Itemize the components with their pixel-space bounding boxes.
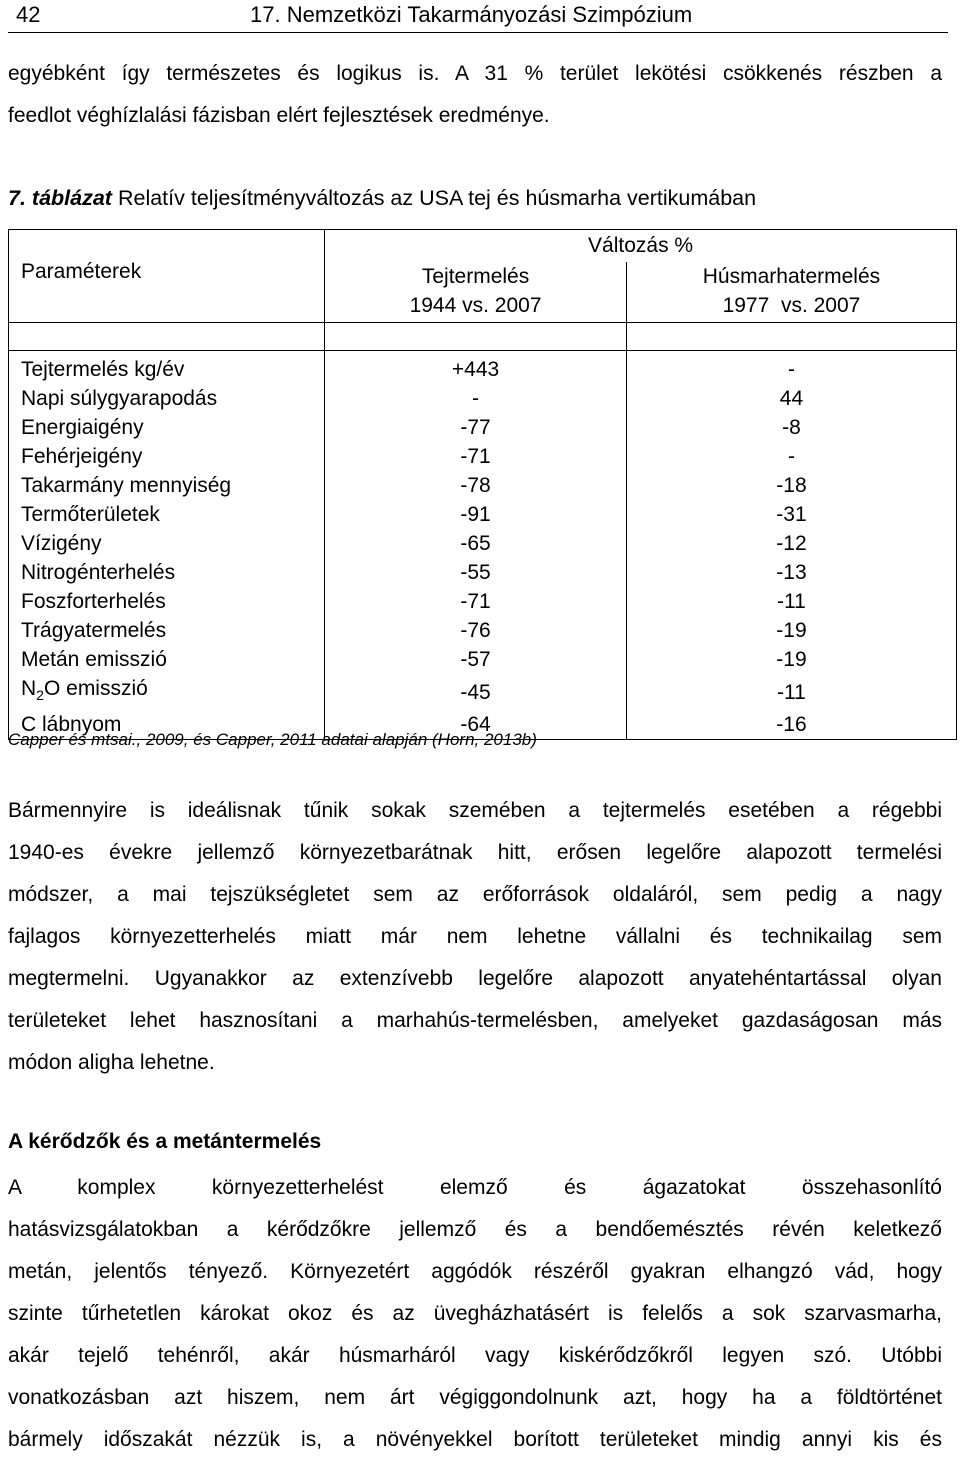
text-line: fajlagos környezetterhelés miatt már nem lehetne vállalni és technikailag sem — [8, 925, 942, 948]
text-line: A komplex környezetterhelést elemző és ágazatokat összehasonlító — [8, 1176, 942, 1199]
row-beef-value: -19 — [626, 645, 956, 674]
text-line: megtermelni. Ugyanakkor az extenzívebb legelőre alapozott anyatehéntartással olyan — [8, 967, 942, 990]
row-param: Tejtermelés kg/év — [9, 351, 325, 385]
running-title: 17. Nemzetközi Takarmányozási Szimpózium — [250, 2, 693, 27]
row-param: Foszforterhelés — [9, 587, 325, 616]
row-beef-value: -11 — [626, 674, 956, 710]
row-dairy-value: -57 — [325, 645, 627, 674]
row-param: Fehérjeigény — [9, 442, 325, 471]
row-beef-value: -8 — [626, 413, 956, 442]
section-heading: A kérődzők és a metántermelés — [8, 1130, 322, 1153]
paragraph-1 — [8, 790, 942, 1084]
text-line: szinte tűrhetetlen károkat okoz és az üvegházhatásért is felelős a sok szarvasmarha, — [8, 1302, 942, 1325]
row-param: Trágyatermelés — [9, 616, 325, 645]
table-row — [9, 674, 957, 710]
row-beef-value: -19 — [626, 616, 956, 645]
col-header-dairy — [325, 262, 627, 323]
row-param: Takarmány mennyiség — [9, 471, 325, 500]
text-line: akár tejelő tehénről, akár húsmarháról vagy kiskérődzőkről legyen szó. Utóbbi — [8, 1344, 942, 1367]
row-dairy-value: -45 — [325, 674, 627, 710]
text-line: feedlot véghízlalási fázisban elért fejlesztések eredménye. — [8, 104, 550, 127]
col-header-beef — [626, 262, 956, 323]
table-row — [9, 558, 957, 587]
source-rest: , 2009, és Capper, 2011 adatai alapján (Horn, 2013b) — [136, 730, 537, 749]
row-dairy-value: -77 — [325, 413, 627, 442]
n2o-subscript: 2 — [36, 687, 44, 704]
table-row — [9, 500, 957, 529]
row-beef-value: -18 — [626, 471, 956, 500]
table-row — [9, 413, 957, 442]
table-row — [9, 616, 957, 645]
text-line: hatásvizsgálatokban a kérődzőkre jellemző és a bendőemésztés révén keletkező — [8, 1218, 942, 1241]
row-dairy-value: +443 — [325, 351, 627, 385]
text-line: Bármennyire is ideálisnak tűnik sokak szemében a tejtermelés esetében a régebbi — [8, 799, 942, 822]
row-param: Nitrogénterhelés — [9, 558, 325, 587]
running-header — [8, 0, 948, 33]
row-beef-value: 44 — [626, 384, 956, 413]
table-source — [8, 730, 537, 750]
table-row — [9, 645, 957, 674]
table-row — [9, 587, 957, 616]
row-param: Termőterületek — [9, 500, 325, 529]
table-row — [9, 471, 957, 500]
source-authors: Capper és mtsai. — [8, 730, 137, 749]
row-dairy-value: -55 — [325, 558, 627, 587]
row-dairy-value: -64 — [325, 710, 627, 740]
text-line: vonatkozásban azt hiszem, nem árt végiggondolnunk azt, hogy ha a földtörténet — [8, 1386, 942, 1409]
row-beef-value: - — [626, 351, 956, 385]
row-beef-value: -31 — [626, 500, 956, 529]
caption-text: Relatív teljesítményváltozás az USA tej és húsmarha vertikumában — [117, 186, 757, 210]
table-row — [9, 529, 957, 558]
beef-header-period: 1977 vs. 2007 — [722, 294, 861, 317]
row-dairy-value: -65 — [325, 529, 627, 558]
dairy-header-period: 1944 vs. 2007 — [409, 294, 542, 317]
row-beef-value: -13 — [626, 558, 956, 587]
row-param — [9, 674, 325, 710]
row-beef-value: -12 — [626, 529, 956, 558]
text-line: egyébként így természetes és logikus is. A 31 % terület lekötési csökkenés részben a — [8, 62, 942, 85]
row-dairy-value: -71 — [325, 442, 627, 471]
row-dairy-value: - — [325, 384, 627, 413]
n2o-suffix: O emisszió — [43, 677, 148, 700]
row-param: Vízigény — [9, 529, 325, 558]
table-row — [9, 442, 957, 471]
page-number: 42 — [16, 2, 41, 27]
intro-paragraph — [8, 53, 942, 137]
beef-header-label: Húsmarhatermelés — [702, 265, 881, 288]
row-dairy-value: -71 — [325, 587, 627, 616]
caption-number: 7. — [8, 186, 26, 210]
caption-label: táblázat — [31, 186, 112, 210]
text-line: metán, jelentős tényező. Környezetért aggódók részéről gyakran elhangzó vád, hogy — [8, 1260, 942, 1283]
n2o-prefix: N — [21, 677, 37, 700]
text-line: 1940-es évekre jellemző környezetbarátnak hitt, erősen legelőre alapozott termelési — [8, 841, 942, 864]
table-row — [9, 351, 957, 385]
row-dairy-value: -78 — [325, 471, 627, 500]
text-line: módszer, a mai tejszükségletet sem az erőforrások oldaláról, sem pedig a nagy — [8, 883, 942, 906]
dairy-header-label: Tejtermelés — [421, 265, 530, 288]
row-dairy-value: -91 — [325, 500, 627, 529]
row-param: Napi súlygyarapodás — [9, 384, 325, 413]
group-header: Változás % — [325, 230, 957, 263]
row-dairy-value: -76 — [325, 616, 627, 645]
text-line: módon aligha lehetne. — [8, 1051, 215, 1074]
text-line: bármely időszakát nézzük is, a növényekkel borított területeket mindig annyi kis és — [8, 1428, 942, 1451]
row-param: C lábnyom — [9, 710, 325, 740]
text-line: területeket lehet hasznosítani a marhahús-termelésben, amelyeket gazdaságosan más — [8, 1009, 942, 1032]
row-beef-value: -16 — [626, 710, 956, 740]
row-param: Energiaigény — [9, 413, 325, 442]
row-beef-value: -11 — [626, 587, 956, 616]
table-row — [9, 384, 957, 413]
table-caption — [8, 186, 756, 211]
paragraph-2 — [8, 1167, 942, 1461]
row-beef-value: - — [626, 442, 956, 471]
spacer-row — [9, 323, 957, 351]
row-param: Metán emisszió — [9, 645, 325, 674]
param-header: Paraméterek — [9, 230, 325, 323]
data-table — [8, 229, 957, 740]
